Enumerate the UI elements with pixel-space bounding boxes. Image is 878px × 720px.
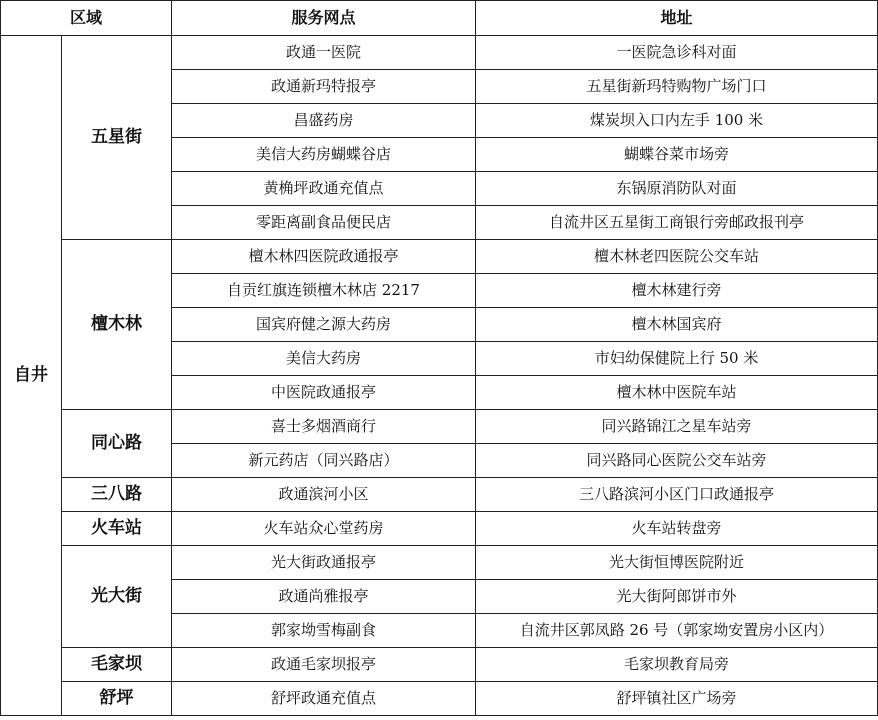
outlet-cell: 中医院政通报亭 [172,376,476,410]
outlet-cell: 国宾府健之源大药房 [172,308,476,342]
table-row [1,648,878,682]
district-cell: 舒坪 [62,682,172,716]
district-cell: 毛家坝 [62,648,172,682]
table-row [1,36,878,70]
header-region: 区域 [1,1,172,36]
outlet-cell: 光大街政通报亭 [172,546,476,580]
table-row [1,512,878,546]
district-cell: 三八路 [62,478,172,512]
table-row [1,240,878,274]
address-cell: 自流井区郭凤路 26 号（郭家坳安置房小区内） [476,614,878,648]
address-cell: 五星街新玛特购物广场门口 [476,70,878,104]
header-address: 地址 [476,1,878,36]
outlet-cell: 新元药店（同兴路店） [172,444,476,478]
outlet-cell: 黄桷坪政通充值点 [172,172,476,206]
address-cell: 光大街阿郎饼市外 [476,580,878,614]
address-cell: 一医院急诊科对面 [476,36,878,70]
address-cell: 毛家坝教育局旁 [476,648,878,682]
outlet-cell: 檀木林四医院政通报亭 [172,240,476,274]
district-cell: 五星街 [62,36,172,240]
address-cell: 市妇幼保健院上行 50 米 [476,342,878,376]
address-cell: 东锅原消防队对面 [476,172,878,206]
outlet-cell: 郭家坳雪梅副食 [172,614,476,648]
outlet-cell: 政通一医院 [172,36,476,70]
outlet-cell: 自贡红旗连锁檀木林店 2217 [172,274,476,308]
address-cell: 檀木林中医院车站 [476,376,878,410]
district-cell: 同心路 [62,410,172,478]
table-body [1,36,878,716]
district-cell: 光大街 [62,546,172,648]
address-cell: 同兴路同心医院公交车站旁 [476,444,878,478]
table-row [1,546,878,580]
district-cell: 火车站 [62,512,172,546]
city-cell: 自井 [1,36,62,716]
table-row [1,478,878,512]
outlet-cell: 火车站众心堂药房 [172,512,476,546]
outlet-cell: 昌盛药房 [172,104,476,138]
address-cell: 舒坪镇社区广场旁 [476,682,878,716]
address-cell: 蝴蝶谷菜市场旁 [476,138,878,172]
address-cell: 檀木林老四医院公交车站 [476,240,878,274]
outlet-cell: 政通滨河小区 [172,478,476,512]
address-cell: 煤炭坝入口内左手 100 米 [476,104,878,138]
address-cell: 同兴路锦江之星车站旁 [476,410,878,444]
outlet-cell: 喜士多烟酒商行 [172,410,476,444]
outlet-cell: 政通新玛特报亭 [172,70,476,104]
outlet-cell: 政通毛家坝报亭 [172,648,476,682]
outlet-cell: 美信大药房 [172,342,476,376]
address-cell: 檀木林国宾府 [476,308,878,342]
address-cell: 火车站转盘旁 [476,512,878,546]
table-row [1,682,878,716]
outlet-cell: 舒坪政通充值点 [172,682,476,716]
outlet-cell: 政通尚雅报亭 [172,580,476,614]
outlet-cell: 零距离副食品便民店 [172,206,476,240]
outlet-cell: 美信大药房蝴蝶谷店 [172,138,476,172]
header-outlet: 服务网点 [172,1,476,36]
header-row [1,1,878,36]
address-cell: 檀木林建行旁 [476,274,878,308]
table-row [1,410,878,444]
district-cell: 檀木林 [62,240,172,410]
address-cell: 三八路滨河小区门口政通报亭 [476,478,878,512]
address-cell: 光大街恒博医院附近 [476,546,878,580]
address-cell: 自流井区五星街工商银行旁邮政报刊亭 [476,206,878,240]
